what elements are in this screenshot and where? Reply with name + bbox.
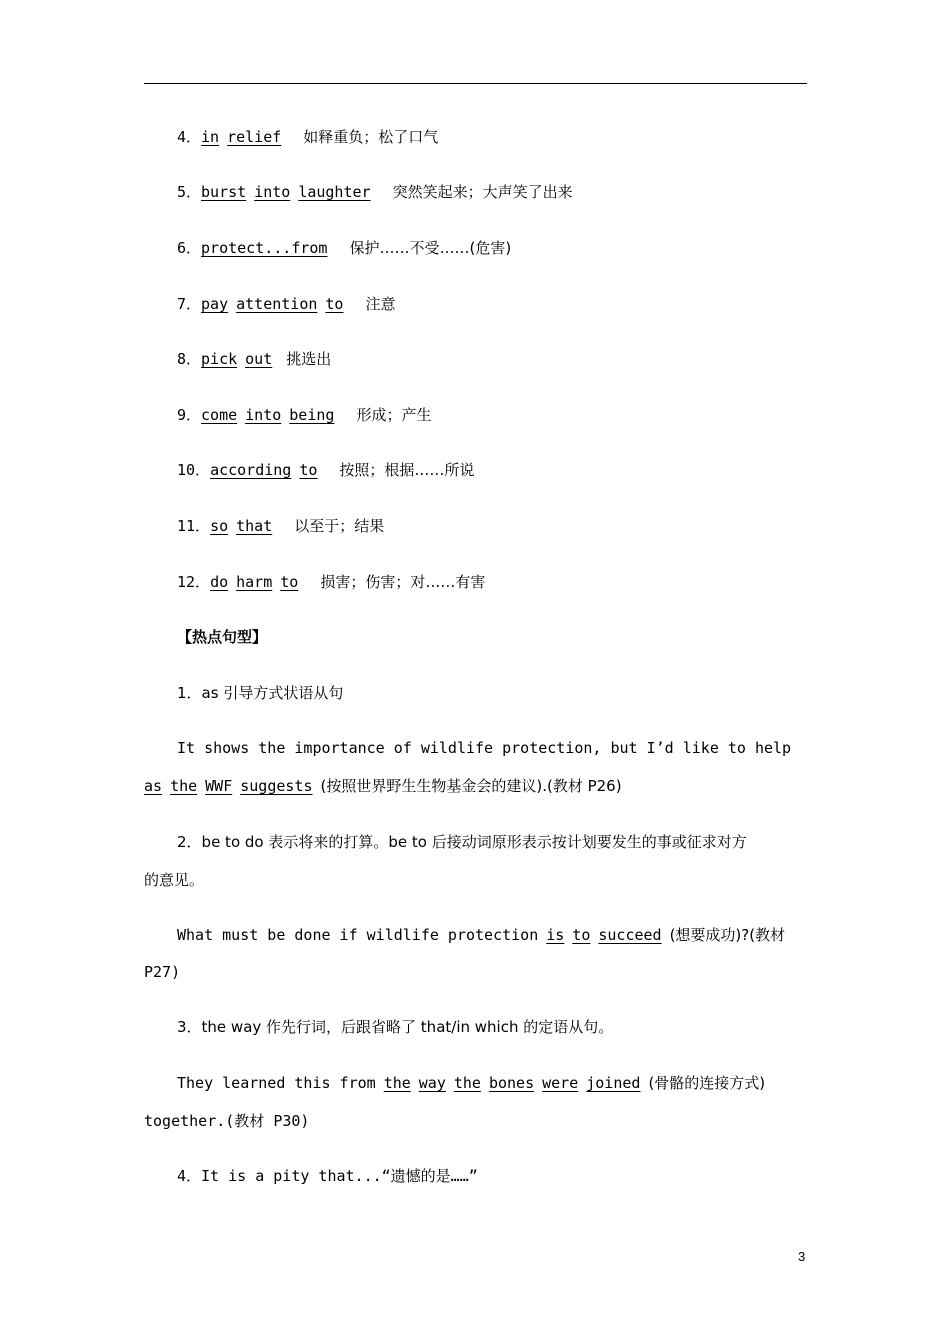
pattern-2-example-line1: What must be done if wildlife protection is to succeed (想要成功)?(教材 [177,926,786,944]
pattern-3-example-line2: together.(教材 P30) [144,1112,310,1130]
phrase-word: so [210,517,229,535]
phrase-item-7: 7．pay attention to 注意 [177,295,396,313]
page-number: 3 [798,1249,806,1264]
phrase-word: do [210,573,229,591]
section-title: 【热点句型】 [177,628,268,646]
phrase-word: pay [201,295,229,313]
pattern-1-example-line2: as the WWF suggests (按照世界野生生物基金会的建议).(教材 P26) [144,777,622,795]
phrase-word: harm [236,573,273,591]
phrase-item-12: 12．do harm to 损害；伤害；对……有害 [177,573,486,591]
phrase-word: to [325,295,344,313]
phrase-word: attention [236,295,318,313]
phrase-meaning: 按照；根据……所说 [339,461,475,479]
phrase-meaning: 挑选出 [286,350,332,368]
phrase-word: come [201,406,238,424]
pattern-3-heading: 3．the way 作先行词，后跟省略了 that/in which 的定语从句。 [177,1018,614,1036]
phrase-meaning: 损害；伤害；对……有害 [320,573,486,591]
phrase-item-10: 10．according to 按照；根据……所说 [177,461,475,479]
phrase-word: to [299,461,318,479]
phrase-item-5: 5．burst into laughter 突然笑起来；大声笑了出来 [177,183,573,201]
pattern-1-heading: 1．as 引导方式状语从句 [177,684,344,702]
phrase-meaning: 形成；产生 [356,406,432,424]
phrase-word: laughter [298,183,371,201]
phrase-word: relief [227,128,282,146]
phrase-word: into [245,406,282,424]
phrase-item-4: 4．in relief 如释重负；松了口气 [177,128,439,146]
pattern-2-heading: 2．be to do 表示将来的打算。be to 后接动词原形表示按计划要发生的事或征求对方 [177,833,747,851]
pattern-4-heading: 4．It is a pity that...“遗憾的是……” [177,1167,478,1185]
pattern-2-heading-cont: 的意见。 [144,871,205,889]
phrase-word: that [236,517,273,535]
header-rule [144,83,807,84]
phrase-word: pick [201,350,238,368]
phrase-meaning: 注意 [365,295,396,313]
phrase-word: protect...from [201,239,328,257]
pattern-1-example-line1: It shows the importance of wildlife protection, but I’d like to help [177,739,792,757]
phrase-word: in [201,128,220,146]
phrase-word: to [280,573,299,591]
pattern-3-example-line1: They learned this from the way the bones were joined (骨骼的连接方式) [177,1074,766,1092]
phrase-word: burst [201,183,247,201]
phrase-word: into [254,183,291,201]
phrase-meaning: 保护……不受……(危害) [349,239,512,257]
pattern-2-example-line2: P27) [144,963,181,981]
phrase-meaning: 如释重负；松了口气 [303,128,439,146]
phrase-word: according [210,461,292,479]
phrase-item-6: 6．protect...from 保护……不受……(危害) [177,239,512,257]
phrase-word: being [289,406,335,424]
phrase-meaning: 突然笑起来；大声笑了出来 [392,183,573,201]
phrase-item-11: 11．so that 以至于；结果 [177,517,385,535]
phrase-meaning: 以至于；结果 [294,517,385,535]
phrase-item-9: 9．come into being 形成；产生 [177,406,432,424]
phrase-item-8: 8．pick out 挑选出 [177,350,332,368]
phrase-word: out [245,350,273,368]
